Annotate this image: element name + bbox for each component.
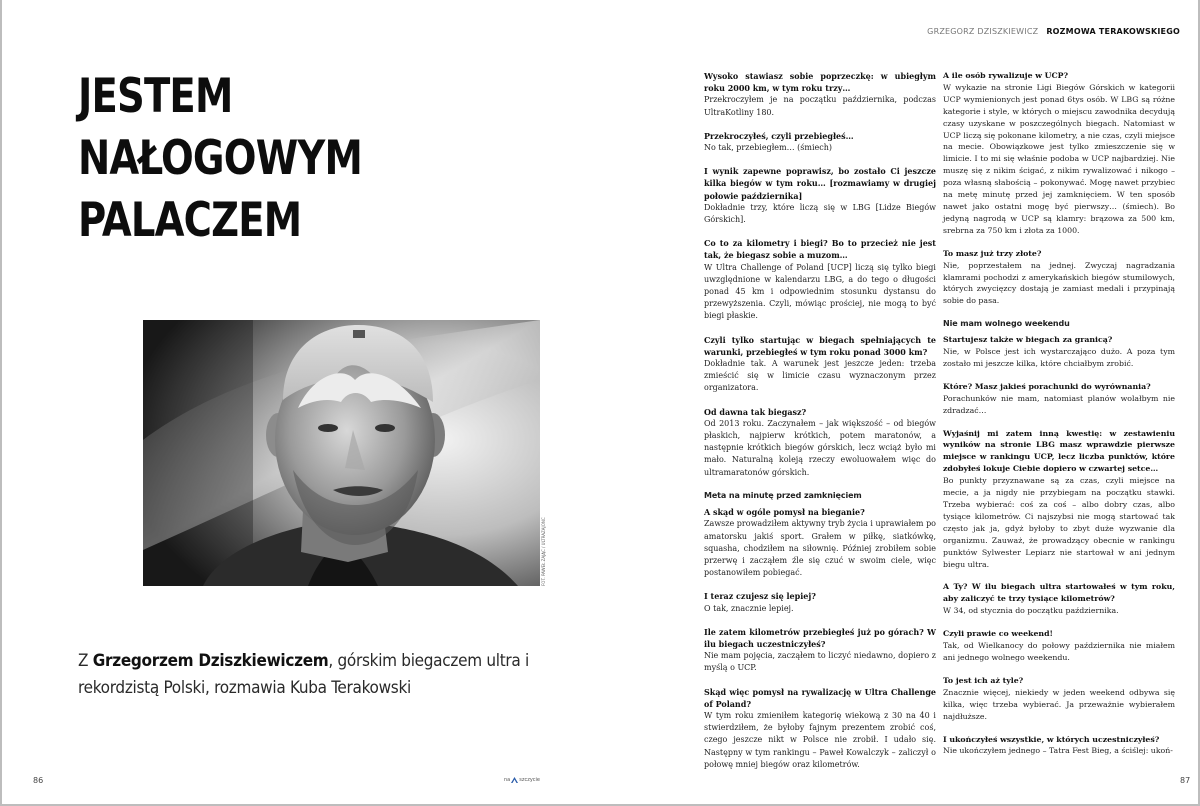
question: A Ty? W ilu biegach ultra startowałeś w tym roku, aby zaliczyć te trzy tysiące kilometrów? xyxy=(943,582,1175,604)
running-header xyxy=(927,27,1180,36)
answer: Nie ukończyłem jednego – Tatra Fest Bieg, a ściślej: ukoń- xyxy=(943,746,1173,756)
qa-block xyxy=(943,248,1175,308)
answer: Bo punkty przyznawane są za czas, czyli miejsce na mecie, a ja nigdy nie przybiegam na początku stawki. Trzeba wybierać: coś za coś – albo dobry czas, albo tysiące kilometrów. Ci najszybsi nie mogą startować tak często jak ja, gdyż byłoby to zbyt duże wyzwanie dla organizmu. Zauważ, że prowadzący obecnie w rankingu punktów Sylwester Lepiarz nie startował w ani jednym biegu ultra. xyxy=(943,476,1175,569)
answer: Nie, poprzestałem na jednej. Zwyczaj nagradzania klamrami pochodzi z amerykańskich biegów stumilowych, których zwycięzcy dostają je zamiast medali i przypinają sobie do pasa. xyxy=(943,260,1175,306)
subheading: Meta na minutę przed zamknięciem xyxy=(704,490,862,500)
qa-block xyxy=(704,165,936,226)
qa-block xyxy=(704,70,936,119)
article-intro xyxy=(78,648,538,702)
answer: Przekroczyłem je na początku października, podczas UltraKotliny 180. xyxy=(704,95,936,117)
qa-block xyxy=(943,381,1175,417)
question: Ile zatem kilometrów przebiegłeś już po górach? W ilu biegach uczestniczyłeś? xyxy=(704,626,936,649)
page-number-right: 87 xyxy=(1180,776,1191,785)
qa-block xyxy=(943,628,1175,664)
question: Czyli prawie co weekend! xyxy=(943,629,1053,639)
header-section: ROZMOWA TERAKOWSKIEGO xyxy=(1046,27,1180,36)
qa-block xyxy=(943,675,1175,723)
qa-block xyxy=(704,237,936,322)
qa-block xyxy=(704,686,936,771)
question: To masz już trzy złote? xyxy=(943,248,1042,258)
subheading: Nie mam wolnego weekendu xyxy=(943,319,1070,329)
answer: No tak, przebiegłem… (śmiech) xyxy=(704,143,833,153)
title-line: PALACZEM xyxy=(78,193,302,248)
page-number-left: 86 xyxy=(33,776,44,785)
answer: O tak, znacznie lepiej. xyxy=(704,603,794,613)
question: To jest ich aż tyle? xyxy=(943,675,1024,685)
question: I wynik zapewne poprawisz, bo zostało Ci jeszcze kilka biegów w tym roku… [rozmawiamy w drugiej połowie października] xyxy=(704,166,936,201)
mountain-icon xyxy=(511,777,518,783)
question: Które? Masz jakieś porachunki do wyrównania? xyxy=(943,381,1151,391)
title-line: NAŁOGOWYM xyxy=(78,131,363,186)
answer: Nie mam pojęcia, zacząłem to liczyć niedawno, dopiero z myślą o UCP. xyxy=(704,651,936,673)
qa-block xyxy=(704,590,936,614)
intro-prefix: Z xyxy=(78,651,93,671)
qa-block xyxy=(943,428,1175,571)
question: I teraz czujesz się lepiej? xyxy=(704,591,816,602)
logo-word-left: na xyxy=(504,777,511,783)
logo-word-right: szczycie xyxy=(519,777,541,783)
answer: Znacznie więcej, niekiedy w jeden weekend odbywa się kilka, więc trzeba wybierać. Ja przeważnie wybierałem najdłuższe. xyxy=(943,687,1175,721)
interviewee-name: Grzegorzem Dziszkiewiczem xyxy=(92,651,329,671)
article-title xyxy=(78,66,406,252)
portrait-illustration xyxy=(143,320,540,586)
answer: W 34, od stycznia do początku października. xyxy=(943,606,1119,616)
qa-block xyxy=(704,626,936,675)
qa-block xyxy=(704,406,936,479)
answer: Nie, w Polsce jest ich wystarczająco dużo. A poza tym zostało mi jeszcze kilka, które chciałbym zrobić. xyxy=(943,347,1175,368)
question: Od dawna tak biegasz? xyxy=(704,406,807,417)
question: Przekroczyłeś, czyli przebiegłeś… xyxy=(704,130,854,141)
intro-rest: , górskim biegaczem ultra i rekordzistą Polski, rozmawia Kuba Terakowski xyxy=(78,651,529,698)
answer: Porachunków nie mam, natomiast planów wolałbym nie zdradzać… xyxy=(943,393,1175,415)
question: Czyli tylko startując w biegach spełniających te warunki, przebiegłeś w tym roku ponad 3000 km? xyxy=(704,334,936,357)
answer: Dokładnie trzy, które liczą się w LBG [Lidze Biegów Górskich]. xyxy=(704,202,936,225)
qa-block xyxy=(943,581,1175,617)
qa-block xyxy=(704,130,936,154)
answer: W wykazie na stronie Ligi Biegów Górskich w kategorii UCP wymienionych jest ponad 6tys osób. W LBG są różne kategorie i style, w których o miejscu zawodnika decydują czasy uzyskane w poszczególnych biegach. Natomiast w UCP liczą się pokonane kilometry, a nie czas, czyli miejsce na mecie. Obowiązkowe jest tylko zmieszczenie się w limicie. I to mi się właśnie podoba w UCP najbardziej. Nie muszę się z nikim ścigać, z nikim rywalizować i nikogo – poza własną słabością – pokonywać. Mogę nawet przybiec na metę minutę przed jej zamknięciem. W ten sposób nawet jako ostatni mogę być pierwszy… (śmiech). Bo jedyną nagrodą w UCP są klamry: brązowa za 500 km, srebrna za 750 km i złota za 1000. xyxy=(943,82,1175,235)
answer: W Ultra Challenge of Poland [UCP] liczą się tylko biegi uwzględnione w kalendarzu LBG, a do tego o długości ponad 45 km i odpowiednim stosunku dystansu do przewyższenia. Czyli, mówiąc prościej, nie mogą to być biegi płaskie. xyxy=(704,262,936,321)
qa-block xyxy=(943,70,1175,237)
question: I ukończyłeś wszystkie, w których uczestniczyłeś? xyxy=(943,734,1160,744)
question: Skąd więc pomysł na rywalizację w Ultra Challenge of Poland? xyxy=(704,686,936,709)
text-column-2 xyxy=(943,70,1175,768)
qa-block xyxy=(704,334,936,395)
question: A skąd w ogóle pomysł na bieganie? xyxy=(704,507,865,518)
magazine-logo xyxy=(504,775,544,785)
text-column-1 xyxy=(704,70,936,782)
header-author: GRZEGORZ DZISZKIEWICZ xyxy=(927,27,1039,36)
photo-credit: FOT. PAWEŁ ZAJĄC / ULTRAZAJONC xyxy=(541,517,546,586)
question: A ile osób rywalizuje w UCP? xyxy=(943,71,1069,80)
answer: Tak, od Wielkanocy do połowy października nie miałem ani jednego wolnego weekendu. xyxy=(943,641,1175,662)
qa-block xyxy=(943,334,1175,370)
title-line: JESTEM xyxy=(78,69,233,124)
qa-block xyxy=(943,734,1175,758)
question: Co to za kilometry i biegi? Bo to przecież nie jest tak, że biegasz sobie a muzom… xyxy=(704,238,936,261)
question: Wysoko stawiasz sobie poprzeczkę: w ubiegłym roku 2000 km, w tym roku trzy… xyxy=(704,71,936,94)
question: Wyjaśnij mi zatem inną kwestię: w zestawieniu wyników na stronie LBG masz wprawdzie pierwsze miejsce w rankingu UCP, lecz liczba punktów, które zdobyłeś lokuje Ciebie dopiero w czwartej setce… xyxy=(943,428,1175,474)
question: Startujesz także w biegach za granicą? xyxy=(943,335,1113,345)
answer: Zawsze prowadziłem aktywny tryb życia i uprawiałem po amatorsku jakiś sport. Grałem w piłkę, siatkówkę, squasha, chodziłem na siłownię. Później zrobiłem sobie przerwę i zacząłem źle się czuć w swoim ciele, więc postanowiłem pobiegać. xyxy=(704,519,936,578)
qa-block xyxy=(704,506,936,579)
answer: Od 2013 roku. Zaczynałem – jak większość – od biegów płaskich, najpierw krótkich, potem maratonów, a następnie krótkich biegów górskich, lecz wciąż było mi mało. Naturalną koleją rzeczy ewoluowałem więc do ultramaratonów górskich. xyxy=(704,418,936,477)
portrait-photo xyxy=(143,320,540,586)
page-edge-left xyxy=(0,0,2,806)
answer: Dokładnie tak. A warunek jest jeszcze jeden: trzeba zmieścić się w limicie czasu wyznaczonym przez organizatora. xyxy=(704,359,936,393)
answer: W tym roku zmieniłem kategorię wiekową z 30 na 40 i stwierdziłem, że byłoby fajnym prezentem zrobić coś, czego jeszcze nikt w Polsce nie zrobił. I udało się. Następny w tym rankingu – Paweł Kowalczyk – zaliczył o połowę mniej biegów oraz kilometrów. xyxy=(704,710,936,769)
